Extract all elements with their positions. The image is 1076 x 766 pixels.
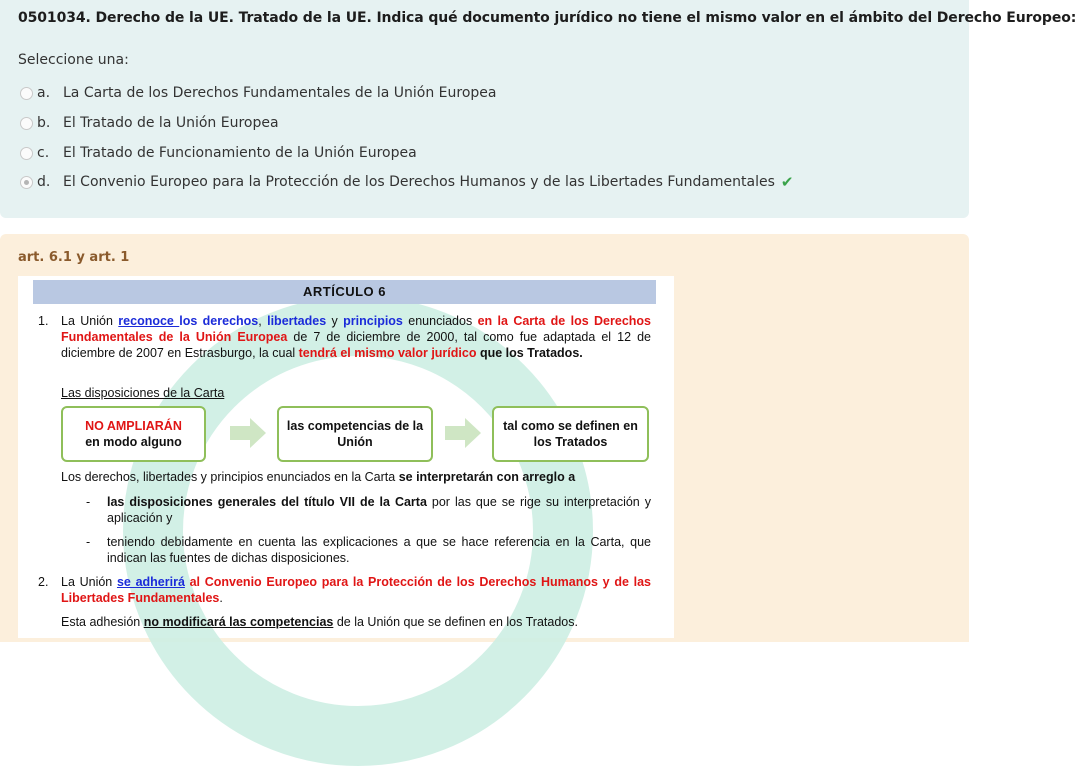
carta-label: Las disposiciones de la Carta <box>61 386 225 400</box>
box-competencias: las competencias de la Unión <box>277 406 433 462</box>
radio-a[interactable] <box>20 87 33 100</box>
question-panel <box>0 0 1076 218</box>
article-heading: ARTÍCULO 6 <box>33 280 656 304</box>
option-c-letter: c. <box>37 145 50 161</box>
feedback-title: art. 6.1 y art. 1 <box>18 250 130 265</box>
option-a[interactable] <box>20 81 496 105</box>
option-b[interactable] <box>20 111 279 135</box>
option-c-label[interactable]: El Tratado de Funcionamiento de la Unión Europea <box>63 145 417 161</box>
dash: - <box>86 495 91 509</box>
interp-text: Los derechos, libertades y principios enunciados en la Carta se interpretarán con arreglo a <box>61 470 576 484</box>
radio-b[interactable] <box>20 117 33 130</box>
radio-d[interactable] <box>20 176 33 189</box>
option-b-label[interactable]: El Tratado de la Unión Europea <box>63 115 279 131</box>
box-no-ampliaran: NO AMPLIARÁN en modo alguno <box>61 406 206 462</box>
select-prompt: Seleccione una: <box>18 52 129 68</box>
option-d[interactable] <box>20 170 794 194</box>
question-text: 0501034. Derecho de la UE. Tratado de la UE. Indica qué documento jurídico no tiene el mismo valor en el ámbito del Derecho Europeo: <box>18 10 1076 26</box>
last-paragraph: Esta adhesión no modificará las competencias de la Unión que se definen en los Tratados. <box>61 615 578 629</box>
option-a-label[interactable]: La Carta de los Derechos Fundamentales de la Unión Europea <box>63 85 497 101</box>
article-image <box>18 276 674 638</box>
option-c[interactable] <box>20 141 417 165</box>
sub-item-2: teniendo debidamente en cuenta las explicaciones a que se hace referencia en la Carta, que indican las fuentes de dichas disposiciones. <box>107 535 651 565</box>
option-d-letter: d. <box>37 174 51 190</box>
item2-number: 2. <box>38 575 49 589</box>
option-a-letter: a. <box>37 85 51 101</box>
item1-text: La Unión reconoce los derechos, libertades y principios enunciados en la Carta de los Derechos Fundamentales de la Unión Europea de 7 de diciembre de 2000, tal como fue adaptada el 12 de diciembre de 2007 en Estrasburgo, la cual tendrá el mismo valor jurídico que los Tratados. <box>61 314 651 360</box>
option-d-label[interactable]: El Convenio Europeo para la Protección de los Derechos Humanos y de las Libertades Fundamentales <box>63 174 775 190</box>
arrow-right-icon <box>230 418 266 448</box>
radio-c[interactable] <box>20 147 33 160</box>
arrow-right-icon <box>445 418 481 448</box>
box-tratados: tal como se definen en los Tratados <box>492 406 649 462</box>
option-b-letter: b. <box>37 115 51 131</box>
item2-text: La Unión se adherirá al Convenio Europeo para la Protección de los Derechos Humanos y de las Libertades Fundamentales. <box>61 575 651 605</box>
item1-number: 1. <box>38 314 49 328</box>
sub-item-1: las disposiciones generales del título VII de la Carta por las que se rige su interpretación y aplicación y <box>107 495 651 525</box>
feedback-panel <box>0 234 969 642</box>
dash: - <box>86 535 91 549</box>
watermark <box>123 296 593 766</box>
check-icon: ✔ <box>780 173 794 191</box>
